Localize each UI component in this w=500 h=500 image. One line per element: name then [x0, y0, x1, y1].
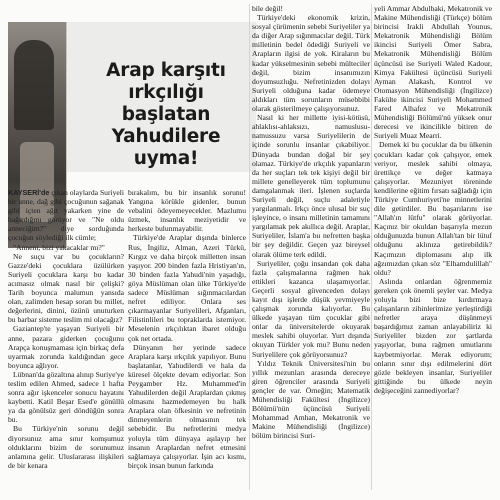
paragraph: Dünyanın her yerinde sadece Araplara karşı ırkçılık yapılıyor. Bunu başlatanlar, Yahudilerdi ve hala da küresel ölçekte devam ediyorlar. Son Peygamber Hz. Muhammed'in Yahudilerden değil Araplardan çıkmış olmasını hazmedemeyen bu halk Araplara olan öfkesinin ve nefretinin dinmeyenlerin olmasının tek sebebidir. Bu nefretlerini medya yoluyla tüm dünyaya aşılayıp her insanın Araplardan nefret etmesini sağlamaya çalışıyorlar. İşin acı kısmı, birçok insan bunun farkında — [128, 342, 246, 470]
paragraph: Demek ki bu çocuklar da bu ülkenin çocukları kadar çok çalışıyor, emek veriyor, meslek sahibi olmaya, ürettikçe ve değer katmaya çalışıyorlar. Mezuniyet töreninde kendilerine eğitim fırsatı sağladığı için Türkiye Cumhuriyeti'ne minnetlerini dile getirdiler. Bu başarılarını ise "Allah'ın lütfu" olarak görüyorlar. Kaçınız bir okuldan başarıyla mezun olduğunuzda bunun Allah'tan bir lütuf olduğunu aklınıza getirebildik? Kaçımızın diplomasını alıp ilk ağzımızdan çıkan söz "Elhamdulillah" oldu? — [374, 140, 492, 277]
paragraph: Bu Türkiye'nin sorunu değil diyorsunuz ama sınır komşumuz olduklarını bizim de sorunumuz anlamına gelir. Uluslararası ilişkileri de bir kenara — [8, 424, 124, 470]
paragraph: "Anneni, bizi yakacaklar mı?" — [13, 242, 105, 252]
paragraph: bırakalım, bu bir insanlık sorunu! Yangına körükle gidenler, bunun vebalini ödeyemeyecekler. Mazlumu üzmek, insanlık meziyetidir ve herkeste bulunmayabilir. — [128, 188, 246, 234]
headline-line-2: ırkçılığı başlatan — [121, 82, 211, 125]
article-column-1 — [8, 188, 124, 490]
paragraph: Aslında onlardan öğrenmemiz gereken çok önemli şeyler var. Medya yoluyla bizi bize kırdırmaya çalışanların zihinlerimize yerleştirdiği nefretler araya düşünmeyi başardığımız zaman anlayabiliriz ki Suriyeliler bizden zor şartlarda yaşıyorlar, buna rağmen umutlarını kaybetmiyorlar. Merak ediyorum; onların sınır dışı edilmelerini dört gözle bekleyen insanlar, Suriyeliler gittiğinde bu ülkede neyin değişeceğini zannediyorlar? — [374, 276, 492, 395]
article-column-4 — [374, 4, 492, 490]
paragraph: Gaziantep'te yaşayan Suriyeli bir anne, pazara giderken çocuğunu Arapça konuşmaması için birkaç defa uyarmak zorunda kaldığından gece boyunca ağlıyor. — [8, 324, 124, 370]
paragraph: Suriyeliler, çoğu insandan çok daha fazla çalışmalarına rağmen hak ettikleri kazanca ulaşamıyorlar. Geçerli sosyal güvenceden dolayı kayıt dışı işlerde düşük yevmiyeyle çalışmak zorunda kalıyorlar. Bu ülkede yaşayan tüm çocuklar gibi onlar da üniversitelerde okuyarak meslek sahibi oluyorlar. Yurt dışında okuyan Türkler yok mu? Bunu neden Suriyelilere çok görüyorsunuz? — [252, 258, 370, 359]
dateline: KAYSERİ'de — [8, 188, 50, 197]
article-column-3 — [252, 4, 370, 490]
headline-line-3: Yahudilere uyma! — [111, 126, 221, 169]
paragraph — [8, 188, 124, 243]
photo-figure — [14, 40, 54, 130]
paragraph: Yıldız Teknik Üniversitesi'nin bu yıllık mezunları arasında dereceye giren öğrenciler arasında Suriyeli gençler de var. Örneğin; Matematik Mühendisliği Fakültesi (İngilizce) Bölümü'nün üçüncüsü Suriyeli Mohammad Amhan, Mekatronik ve Makine Mühendisliği (İngilizce) bölüm birincisi Suri- — [252, 358, 370, 441]
paragraph: Nasıl ki her millette iyisi-kötüsü, ahlaklısı-ahlaksızı, namuslusu-namussuzu varsa Suriyelilerin de içinde sorunlu insanlar çıkabiliyor. Dünyada bundan doğal bir şey olamaz. Türkiye'de ırkçılık yapanların da her suçları tek tek kişiyi değil bir millete genelleyerek tüm toplumunu damgalanmak ileri. İşlenen suçlarda Suriyeli değil, suçlu adaletiyle yargılanmalı. Irkçı önce ulusal bir suç işleyince, o insanı milletinin tamamını yargılamak pek akıllıca değil. Araplar, Suriyeliler, İslam'a bu nefretten başka bir şey değildir. Geçen yaz bireysel olarak ölüme terk edildi. — [252, 113, 370, 259]
paragraph: Ne suçu var bu çocukların? Gazze'deki çocuklara üzülürken Suriyeli çocuklara karşı bu kadar acımasız olmak nasıl bir çelişki? Tarih boyunca malumun yansıda olan, zalimden hesap soran bu millet, değerlerini, dinini, özünü unuturken bu barbar sisteme teslim mi olacağız? — [8, 251, 124, 325]
paragraph: Türkiye'deki ekonomik krizin, sosyal çürümenin sebebi Suriyeliler ya da diğer Arap sığınmacılar değil. Türk milletinin bedel ödediği Suriyeli ve Arapların ilgisi de yok. Kiraların bu kadar yükselmesinin sebebi mülteciler değil, bizim insanımızın doyumsuzluğu. Nefretinizden dolayı Suriyeli olduğuna kadar ödemeye aldıkları tüm sorunların müsebbibi olarak gösterilmeye çalışıyorsunuz. — [252, 13, 370, 114]
paragraph: bile değil! — [252, 4, 283, 13]
paragraph-text: çıkan olaylarda Suriyeli bir anne, dağ gibi çocuğunun sağanak gibi içten ağıt yakarken yine de bağırdığını görüyor ve "Ne oldu anneciğim?" diye sorduğunda çocuğun söylediği ilk cümle; — [8, 188, 124, 243]
headline-line-1: Arap karşıtı — [106, 60, 226, 81]
column-divider — [249, 4, 250, 490]
paragraph: yeli Ammar Abdulbaki, Mekatronik ve Makine Mühendisliği (Türkçe) bölüm birincisi Irakli Abdullah Younus, Mekatronik Mühendisliği Bölüm ikincisi Suriyeli Ömer Sabra, Mekatronik Mühendisliği Bölüm üçüncüsü ise Suriyeli Waled Kadour, Kimya Fakültesi üçüncüsü Suriyeli Ayman Alakash, Kontrol ve Otomasyon Mühendisliği (İngilizce) Fakülte ikincisi Suriyeli Mohammed Fared Alhafez ve Mekatronik Mühendisliği Bölümü'nü yüksek onur derecesi ve ikincilikle bitiren de Suriyeli Muaz Mearri. — [374, 4, 492, 141]
article-headline — [86, 60, 246, 170]
article-column-2 — [128, 188, 246, 490]
paragraph: Lübnan'da gözaltına alınıp Suriye'ye teslim edilen Ahmed, sadece 1 hafta sonra ağır işkenceler sonucu hayatını kaybetti. Katil Beşar Esed'e gönüllü ya da gönülsüz geri döndüğün sonra bu. — [8, 369, 124, 425]
paragraph: Türkiye'de Araplar dışında binlerce Rus, İngiliz, Alman, Azeri Türkü, Kırgız ve daha birçok milletten insan yaşıyor. 200 binden fazla Hristiyan'ın, 30 binden fazla Yahudi'nin yaşadığı, göya Müslüman olan ülke Türkiye'de sadece Müslüman sığınmacılardan nefret ediliyor. Onlara ses çıkarmayanlar Suriyelileri, Afganları, Filistinlileri bu topraklarda istemiyor. Meselenin ırkçılıktan ibaret olduğu çok net ortada. — [128, 233, 246, 343]
column-divider — [371, 4, 372, 490]
